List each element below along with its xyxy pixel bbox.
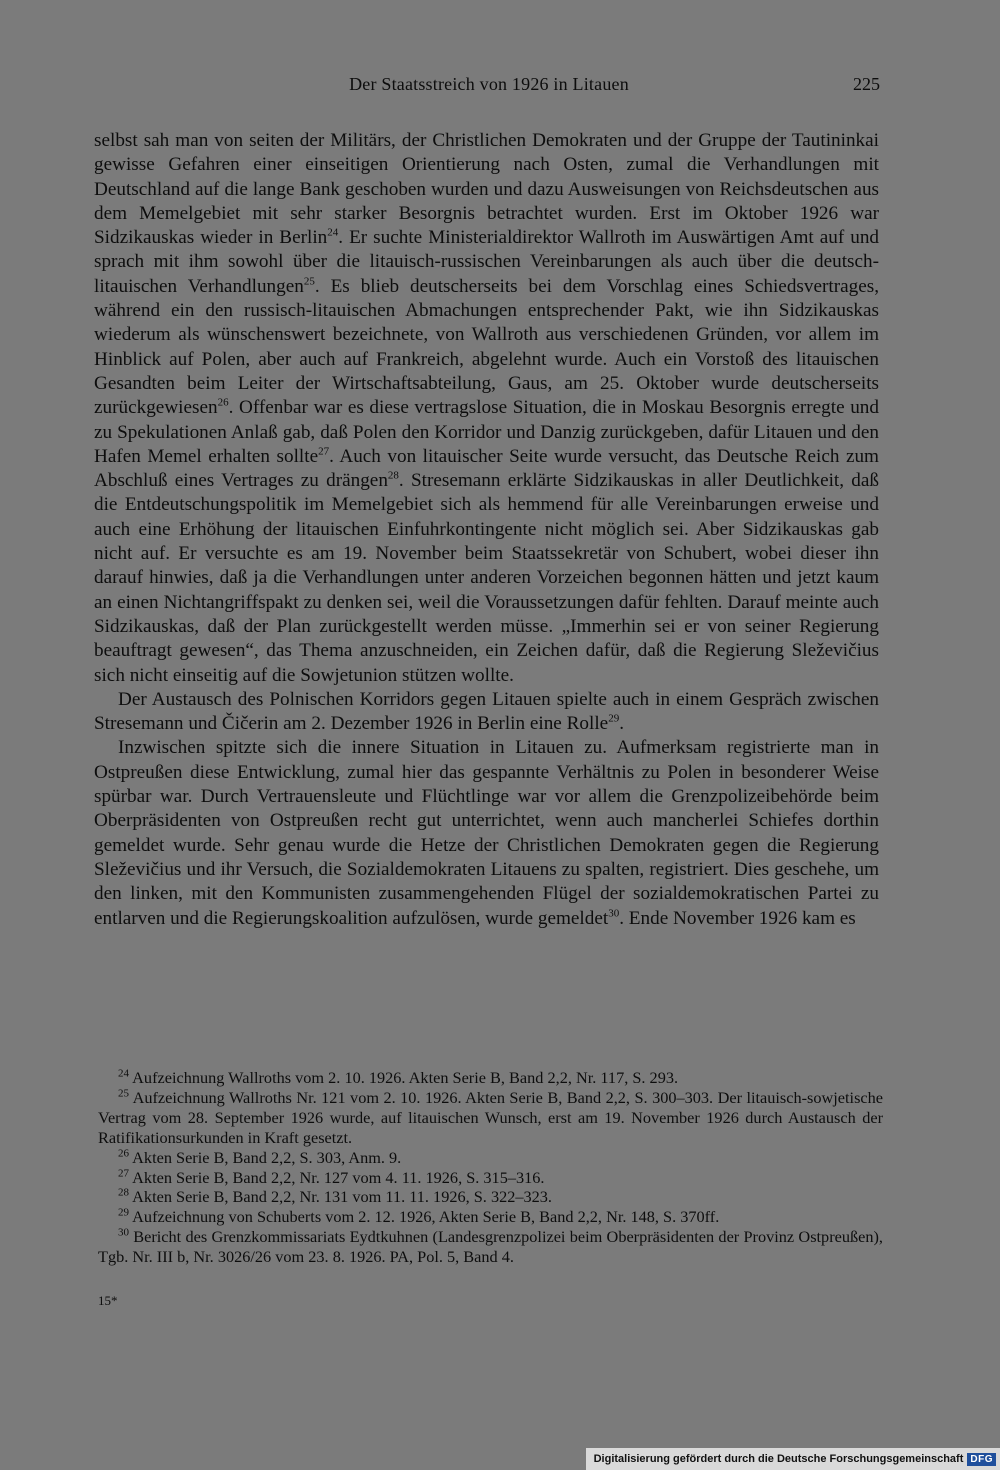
footnote-number: 25 [118, 1087, 129, 1100]
footnote-ref-24: 24 [327, 226, 339, 239]
footnotes [98, 1068, 883, 1267]
footnote-number: 29 [118, 1206, 129, 1219]
footnote-text: Akten Serie B, Band 2,2, S. 303, Anm. 9. [132, 1147, 402, 1167]
dfg-footer [586, 1448, 1000, 1470]
text-run: . Auch von litauischer Seite wurde versucht, das Deutsche Reich zum Abschluß eines Vertrages zu drängen [94, 445, 879, 492]
footnote-27 [98, 1168, 883, 1188]
text-run: . Ende November 1926 kam es [619, 907, 856, 929]
text-run: . Es blieb deutscherseits bei dem Vorschlag eines Schiedsvertrages, während ein den russisch-litauischen Abmachungen entsprechender Pakt, wie ihn Sidzikauskas wiederum als wünschenswert bezeichnete, von Wallroth aus verschiedenen Gründen, vor allem im Hinblick auf Polen, aber auch auf Frankreich, abgelehnt wurde. Auch ein Vorstoß des litauischen Gesandten beim Leiter der Wirtschaftsabteilung, Gaus, am 25. Oktober wurde deutscherseits zurückgewiesen [94, 275, 879, 419]
footnote-ref-28: 28 [387, 469, 399, 482]
footnote-ref-25: 25 [303, 275, 315, 288]
paragraph-3 [94, 736, 879, 930]
footnote-24 [98, 1068, 883, 1088]
footer-text: Digitalisierung gefördert durch die Deutsche Forschungsgemeinschaft [593, 1453, 964, 1465]
footnote-ref-27: 27 [318, 445, 330, 458]
footnote-ref-30: 30 [608, 907, 620, 920]
page-number: 225 [853, 74, 880, 94]
text-run: . Stresemann erklärte Sidzikauskas in aller Deutlichkeit, daß die Entdeutschungspolitik im Memelgebiet sich als hemmend für alle Vereinbarungen erweise und auch eine Erhöhung der litauischen Einfuhrkontingente nicht möglich sei. Aber Sidzikauskas gab nicht auf. Er versuchte es am 19. November beim Staatssekretär von Schubert, wobei dieser ihn darauf hinwies, daß ja die Verhandlungen unter anderen Vorzeichen begonnen hätten und jetzt kaum an einen Nichtangriffspakt zu denken sei, weil die Voraussetzungen dafür fehlten. Darauf meinte auch Sidzikauskas, daß der Plan zurückgestellt werden müsse. „Immerhin sei er von seiner Regierung beauftragt gewesen“, das Thema anzuschneiden, ein Zeichen dafür, daß die Regierung Sleževičius sich nicht einseitig auf die Sowjetunion stützen wollte. [94, 470, 879, 686]
dfg-logo: DFG [967, 1453, 996, 1466]
footnote-text: Aufzeichnung Wallroths vom 2. 10. 1926. Akten Serie B, Band 2,2, Nr. 117, S. 293. [132, 1068, 679, 1087]
footnote-text: Bericht des Grenzkommissariats Eydtkuhnen (Landesgrenzpolizei beim Oberpräsidenten der Provinz Ostpreußen), Tgb. Nr. III b, Nr. 3026/26 vom 23. 8. 1926. PA, Pol. 5, Band 4. [98, 1227, 883, 1267]
signature-mark: 15* [98, 1293, 118, 1308]
body-text [94, 129, 879, 931]
footnote-29 [98, 1207, 883, 1227]
footnote-number: 27 [118, 1167, 129, 1180]
running-head [98, 74, 880, 100]
paragraph-2 [94, 688, 879, 737]
text-run: Der Austausch des Polnischen Korridors gegen Litauen spielte auch in einem Gespräch zwischen Stresemann und Čičerin am 2. Dezember 1926 in Berlin eine Rolle [94, 688, 879, 735]
footnote-25 [98, 1088, 883, 1148]
footnote-26 [98, 1148, 883, 1168]
text-run: Inzwischen spitzte sich die innere Situation in Litauen zu. Aufmerksam registrierte man in Ostpreußen diese Entwicklung, zumal hier das gespannte Verhältnis zu Polen in besonderer Weise spürbar war. Durch Vertrauensleute und Flüchtlinge war vor allem die Grenzpolizeibehörde beim Oberpräsidenten von Ostpreußen recht gut unterrichtet, wenn auch mancherlei Schiefes dorthin gemeldet wurde. Sehr genau wurde die Hetze der Christlichen Demokraten gegen die Regierung Sleževičius und ihr Versuch, die Sozialdemokraten Litauens zu spalten, registriert. Dies geschehe, um den linken, mit den Kommunisten zusammengehenden Flügel der sozialdemokratischen Partei zu entlarven und die Regierungskoalition aufzulösen, wurde gemeldet [94, 737, 879, 929]
footnote-number: 30 [118, 1226, 129, 1239]
text-run: . [619, 713, 624, 735]
footnote-28 [98, 1187, 883, 1207]
footnote-number: 26 [118, 1147, 129, 1160]
footnote-number: 28 [118, 1187, 129, 1200]
text-run: . Offenbar war es diese vertragslose Situation, die in Moskau Besorgnis erregte und zu Spekulationen Anlaß gab, daß Polen den Korridor und Danzig zurückgeben, dafür Litauen und den Hafen Memel erhalten sollte [94, 397, 879, 467]
running-title: Der Staatsstreich von 1926 in Litauen [349, 74, 629, 94]
footnote-ref-29: 29 [608, 712, 620, 725]
text-run: . Er suchte Ministerialdirektor Wallroth im Auswärtigen Amt auf und sprach mit ihm sowohl über die litauisch-russischen Vereinbarungen als auch über die deutsch-litauischen Verhandlungen [94, 227, 880, 297]
footnote-number: 24 [118, 1067, 129, 1080]
footnote-ref-26: 26 [217, 396, 229, 409]
footnote-30 [98, 1227, 883, 1267]
footnote-text: Akten Serie B, Band 2,2, Nr. 131 vom 11. 11. 1926, S. 322–323. [132, 1187, 553, 1207]
footnote-text: Aufzeichnung von Schuberts vom 2. 12. 1926, Akten Serie B, Band 2,2, Nr. 148, S. 370ff. [132, 1207, 720, 1227]
paragraph-1 [94, 129, 879, 688]
text-run: selbst sah man von seiten der Militärs, der Christlichen Demokraten und der Gruppe der Tautininkai gewisse Gefahren einer einseitigen Orientierung nach Osten, zumal die Verhandlungen mit Deutschland auf die lange Bank geschoben wurden und dazu Ausweisungen von Reichsdeutschen aus dem Memelgebiet mit sehr starker Besorgnis betrachtet wurden. Erst im Oktober 1926 war Sidzikauskas wieder in Berlin [94, 130, 879, 249]
footnote-text: Akten Serie B, Band 2,2, Nr. 127 vom 4. 11. 1926, S. 315–316. [132, 1167, 545, 1187]
footnote-text: Aufzeichnung Wallroths Nr. 121 vom 2. 10. 1926. Akten Serie B, Band 2,2, S. 300–303. Der litauisch-sowjetische Vertrag vom 28. September 1926 wurde, auf litauischen Wunsch, erst am 19. November 1926 durch Austausch der Ratifikationsurkunden in Kraft gesetzt. [98, 1087, 884, 1147]
